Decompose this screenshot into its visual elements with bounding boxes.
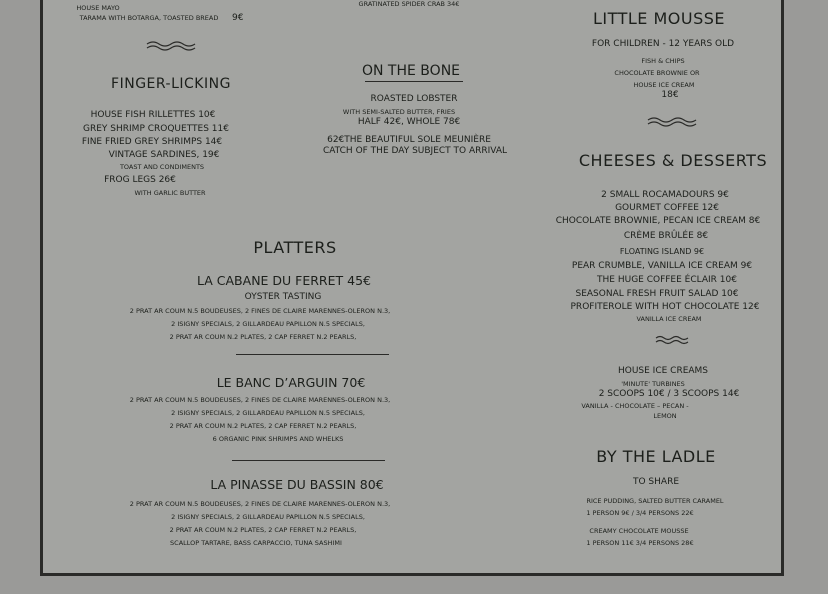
mousse-line: HOUSE ICE CREAM: [633, 81, 695, 89]
platter-line: 2 ISIGNY SPECIALS, 2 GILLARDEAU PAPILLON N.5 SPECIALS,: [171, 513, 365, 521]
menu-item: GREY SHRIMP CROQUETTES 11€: [83, 124, 229, 134]
platter-subtitle: OYSTER TASTING: [244, 292, 322, 302]
finger-licking-title: FINGER-LICKING: [111, 76, 231, 92]
menu-item-note: WITH GARLIC BUTTER: [134, 189, 206, 197]
lobster-item: ROASTED LOBSTER: [370, 94, 458, 104]
sole-item: 62€THE BEAUTIFUL SOLE MEUNIÈRE: [327, 135, 491, 145]
menu-item: HOUSE FISH RILLETTES 10€: [90, 110, 216, 120]
platter-line: 2 PRAT AR COUM N.5 BOUDEUSES, 2 FINES DE CLAIRE MARENNES-OLERON N.3,: [129, 307, 391, 315]
ice-cream-price: 2 SCOOPS 10€ / 3 SCOOPS 14€: [598, 389, 740, 399]
menu-item: VINTAGE SARDINES, 19€: [108, 150, 220, 160]
dessert-item: THE HUGE COFFEE ÉCLAIR 10€: [597, 275, 737, 285]
house-mayo-note: HOUSE MAYO: [76, 4, 120, 12]
tarama-price: 9€: [232, 13, 244, 23]
on-the-bone-title: ON THE BONE: [361, 63, 461, 79]
platter-line: 2 PRAT AR COUM N.5 BOUDEUSES, 2 FINES DE CLAIRE MARENNES-OLERON N.3,: [129, 500, 391, 508]
dessert-item: SEASONAL FRESH FRUIT SALAD 10€: [575, 289, 739, 299]
platter-divider: [236, 354, 389, 355]
dessert-item: CHOCOLATE BROWNIE, PECAN ICE CREAM 8€: [555, 216, 761, 226]
dessert-item: 2 SMALL ROCAMADOURS 9€: [601, 190, 729, 200]
little-mousse-title: LITTLE MOUSSE: [592, 9, 726, 28]
ladle-item: RICE PUDDING, SALTED BUTTER CARAMEL: [586, 497, 724, 505]
lobster-price: HALF 42€, WHOLE 78€: [357, 117, 461, 127]
platter-line: 2 ISIGNY SPECIALS, 2 GILLARDEAU PAPILLON N.5 SPECIALS,: [171, 320, 365, 328]
platter-name: LA PINASSE DU BASSIN 80€: [210, 477, 384, 492]
platters-title: PLATTERS: [253, 238, 337, 257]
ladle-price: 1 PERSON 9€ / 3/4 PERSONS 22€: [586, 509, 694, 517]
dessert-item: GOURMET COFFEE 12€: [615, 203, 719, 213]
dessert-item: FLOATING ISLAND 9€: [619, 247, 705, 256]
ladle-price: 1 PERSON 11€ 3/4 PERSONS 28€: [586, 539, 694, 547]
dessert-item: CRÈME BRÛLÉE 8€: [623, 231, 709, 241]
ice-cream-flavours: VANILLA - CHOCOLATE – PECAN -: [581, 402, 689, 410]
catch-item: CATCH OF THE DAY SUBJECT TO ARRIVAL: [322, 146, 508, 156]
menu-item: FINE FRIED GREY SHRIMPS 14€: [81, 137, 223, 147]
dessert-item: PEAR CRUMBLE, VANILLA ICE CREAM 9€: [571, 261, 753, 271]
ladle-item: CREAMY CHOCOLATE MOUSSE: [589, 527, 689, 535]
ice-cream-note: 'MINUTE' TURBINES: [621, 380, 685, 388]
wave-divider-icon: [146, 40, 196, 52]
platter-line: SCALLOP TARTARE, BASS CARPACCIO, TUNA SASHIMI: [170, 539, 342, 547]
tarama-item: TARAMA WITH BOTARGA, TOASTED BREAD: [79, 14, 219, 22]
platter-divider: [232, 460, 385, 461]
little-mousse-subtitle: FOR CHILDREN - 12 YEARS OLD: [591, 39, 735, 49]
ice-cream-flavours: LEMON: [653, 412, 677, 420]
platter-line: 6 ORGANIC PINK SHRIMPS AND WHELKS: [212, 435, 344, 443]
platter-line: 2 PRAT AR COUM N.2 PLATES, 2 CAP FERRET N.2 PEARLS,: [169, 526, 357, 534]
dessert-item: PROFITEROLE WITH HOT CHOCOLATE 12€: [570, 302, 760, 312]
ice-cream-title: HOUSE ICE CREAMS: [617, 366, 709, 376]
by-the-ladle-subtitle: TO SHARE: [632, 477, 680, 487]
lobster-note: WITH SEMI-SALTED BUTTER, FRIES: [342, 108, 456, 116]
platter-line: 2 PRAT AR COUM N.2 PLATES, 2 CAP FERRET N.2 PEARLS,: [169, 422, 357, 430]
cheeses-desserts-title: CHEESES & DESSERTS: [578, 151, 768, 170]
dessert-note: VANILLA ICE CREAM: [636, 315, 702, 323]
spider-crab-item: GRATINATED SPIDER CRAB 34€: [358, 0, 460, 8]
menu-item-note: TOAST AND CONDIMENTS: [119, 163, 205, 171]
title-underline: [365, 81, 463, 82]
by-the-ladle-title: BY THE LADLE: [596, 447, 716, 466]
platter-name: LE BANC D’ARGUIN 70€: [216, 375, 366, 390]
wave-divider-icon: [655, 335, 689, 345]
platter-name: LA CABANE DU FERRET 45€: [197, 273, 371, 288]
mousse-price: 18€: [661, 90, 679, 100]
platter-line: 2 PRAT AR COUM N.2 PLATES, 2 CAP FERRET N.2 PEARLS,: [169, 333, 357, 341]
mousse-line: FISH & CHIPS: [641, 57, 685, 65]
menu-item: FROG LEGS 26€: [104, 175, 176, 185]
platter-line: 2 ISIGNY SPECIALS, 2 GILLARDEAU PAPILLON N.5 SPECIALS,: [171, 409, 365, 417]
wave-divider-icon: [647, 116, 697, 128]
mousse-line: CHOCOLATE BROWNIE OR: [614, 69, 700, 77]
platter-line: 2 PRAT AR COUM N.5 BOUDEUSES, 2 FINES DE CLAIRE MARENNES-OLERON N.3,: [129, 396, 391, 404]
